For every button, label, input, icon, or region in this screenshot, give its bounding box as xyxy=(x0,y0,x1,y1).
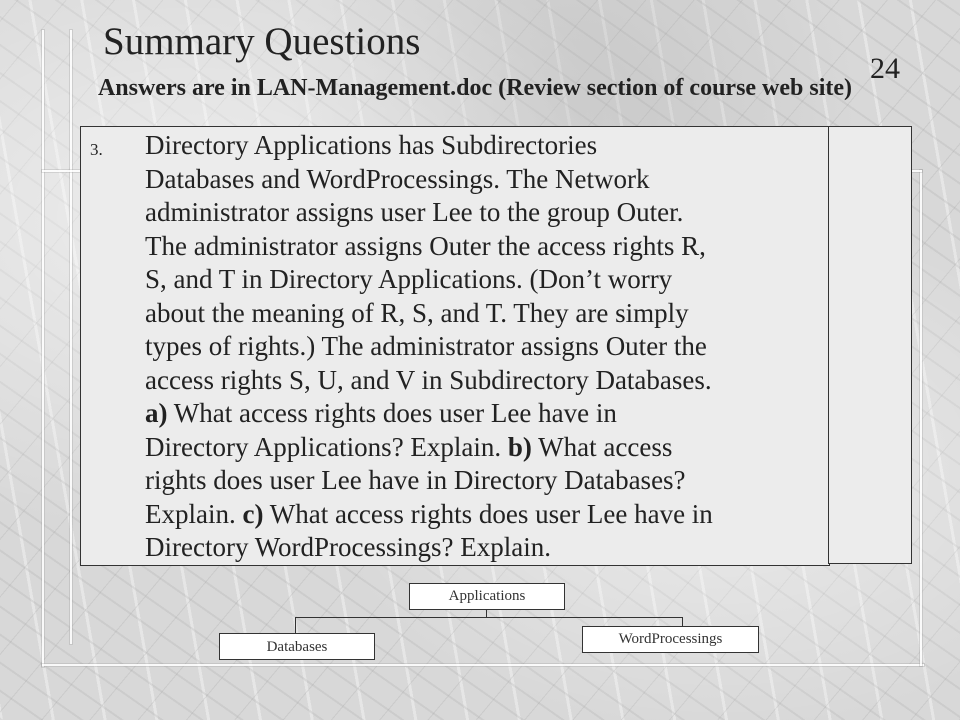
question-line-text: administrator assigns user Lee to the group Outer. xyxy=(145,197,684,227)
question-line xyxy=(145,431,835,465)
tree-node-wordprocessings: WordProcessings xyxy=(582,626,759,653)
question-line-text: Databases and WordProcessings. The Network xyxy=(145,163,650,194)
question-line-text: S, and T in Directory Applications. (Don’t worry xyxy=(145,264,673,294)
slide-subtitle: Answers are in LAN-Management.doc (Review section of course web site) xyxy=(97,75,853,101)
question-line-text: about the meaning of R, S, and T. They are simply xyxy=(145,297,689,328)
question-line xyxy=(145,464,835,498)
question-text xyxy=(145,129,835,565)
frame-left-outer xyxy=(42,30,44,667)
question-part-label: c) xyxy=(242,498,264,529)
slide-title: Summary Questions xyxy=(103,20,421,63)
tree-connector-root xyxy=(486,610,487,617)
question-line xyxy=(145,163,835,197)
question-line xyxy=(145,330,835,364)
question-line xyxy=(145,230,835,264)
tree-node-root: Applications xyxy=(409,583,565,610)
tree-node-databases: Databases xyxy=(219,633,375,660)
question-part-label: b) xyxy=(507,431,532,462)
question-line xyxy=(145,364,835,398)
question-line xyxy=(145,129,835,163)
question-line-text: types of rights.) The administrator assigns Outer the xyxy=(145,331,707,361)
tree-connector-left xyxy=(295,617,296,633)
question-number: 3. xyxy=(90,140,103,159)
question-line xyxy=(145,196,835,230)
frame-left-inner xyxy=(70,30,72,644)
question-line-text: rights does user Lee have in Directory Databases? xyxy=(145,465,686,495)
tree-connector-horizontal xyxy=(295,617,683,618)
page-number: 24 xyxy=(870,52,900,85)
question-line-text: Directory WordProcessings? Explain. xyxy=(145,532,551,562)
question-line-text: access rights S, U, and V in Subdirectory Databases. xyxy=(145,364,712,395)
question-line-text: The administrator assigns Outer the access rights R, xyxy=(145,230,706,261)
frame-bottom xyxy=(42,664,924,666)
question-line xyxy=(145,297,835,331)
question-line xyxy=(145,498,835,532)
side-panel xyxy=(828,126,912,564)
question-line-text: Directory Applications has Subdirectories xyxy=(145,130,598,160)
question-line-text: What access rights does user Lee have in xyxy=(263,498,713,529)
question-line-text: What access rights does user Lee have in xyxy=(167,398,617,428)
question-line-text: What access xyxy=(531,431,673,462)
question-line xyxy=(145,531,835,565)
question-line xyxy=(145,397,835,431)
question-line xyxy=(145,263,835,297)
frame-right xyxy=(920,170,922,666)
question-part-label: a) xyxy=(145,398,168,428)
question-line-text: Explain. xyxy=(145,498,243,529)
question-line-text: Directory Applications? Explain. xyxy=(145,431,508,462)
